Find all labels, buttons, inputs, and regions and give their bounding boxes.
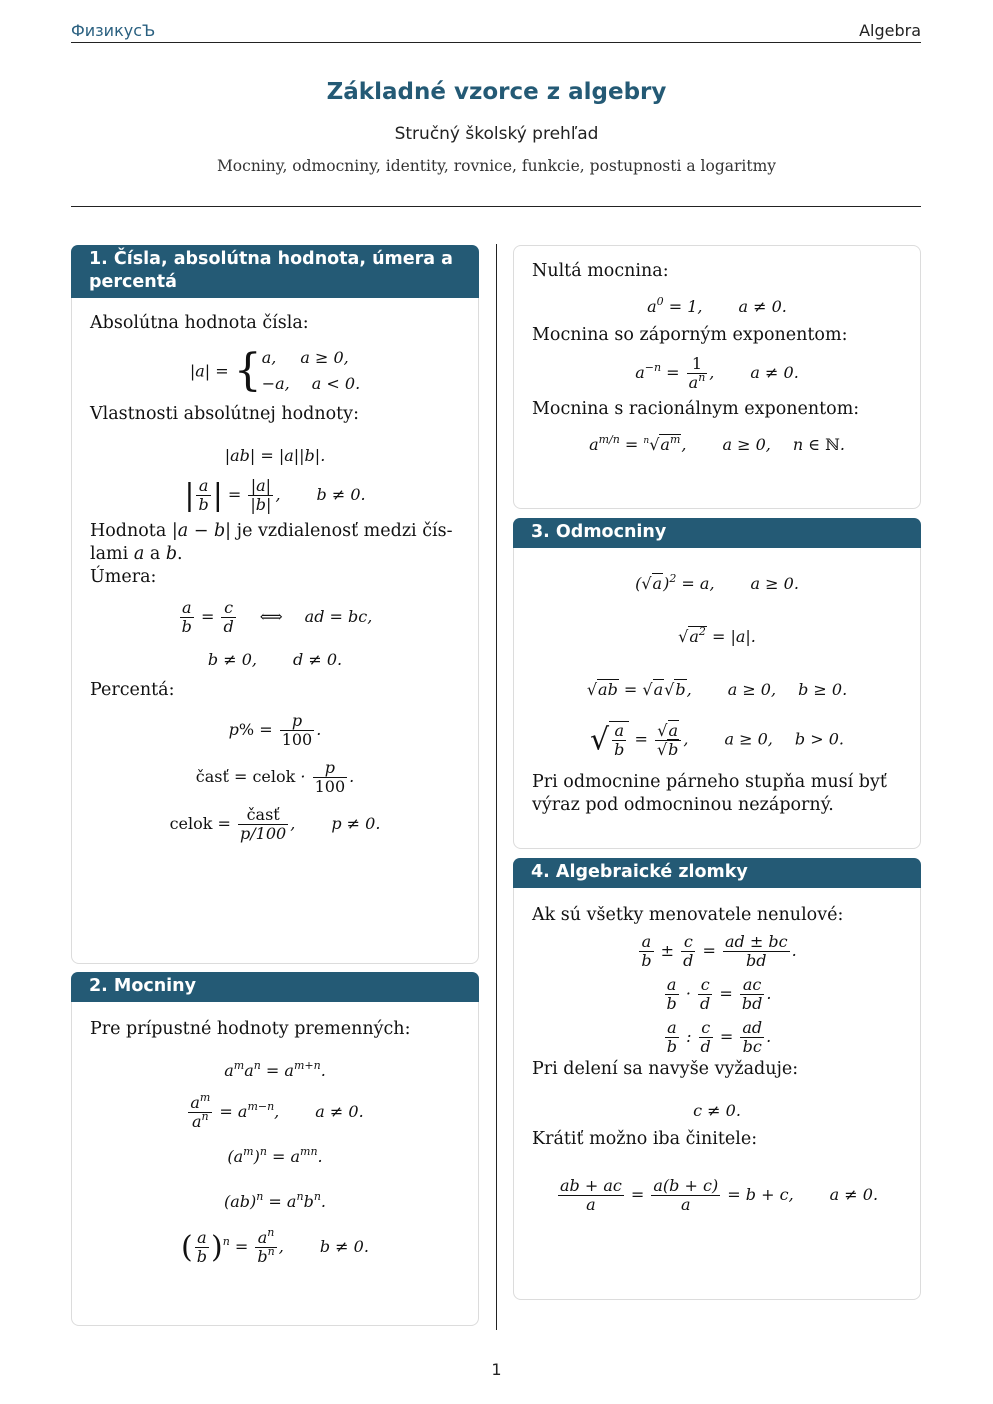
document-description: Mocniny, odmocniny, identity, rovnice, funkcie, postupnosti a logaritmy xyxy=(216,157,777,175)
document-title: Základné vzorce z algebry xyxy=(326,79,667,105)
text-permissible-values: Pre prípustné hodnoty premenných: xyxy=(90,1019,411,1039)
brand-name: ФизикусЪ xyxy=(71,21,156,40)
formula-fraction-sum: $\frac{a}{b}$ ± $\frac{c}{d}$ = $\frac{ad \pm bc}{bd}$ . xyxy=(641,932,797,970)
section-card-numbers xyxy=(71,245,479,964)
text-absolute-value: Absolútna hodnota čísla: xyxy=(90,313,309,333)
text-cancel-factors: Krátiť možno iba činitele: xyxy=(532,1129,758,1149)
page-header xyxy=(71,18,921,43)
text-nonzero-denominators: Ak sú všetky menovatele nenulové: xyxy=(532,905,844,925)
column-divider xyxy=(496,244,497,1330)
formula-power-product: $a^ma^n = a^{m+n}$. xyxy=(224,1059,326,1080)
formula-root-quotient: √ $\frac{a}{b}$ = $\frac{√a}{√b}$ , a ≥ 0, b > 0. xyxy=(590,720,844,759)
formula-power-quotient: $\frac{a^m}{a^n}$ = $a^{m-n}$, a ≠ 0. xyxy=(190,1091,364,1131)
section-card-algebraic-fractions xyxy=(513,858,921,1300)
formula-abs-quotient: | $\frac{a}{b}$ | = $\frac{|a|}{|b|}$ , b ≠ 0. xyxy=(184,476,366,514)
formula-root-product: √ab = √a√b, a ≥ 0, b ≥ 0. xyxy=(586,680,848,699)
text-even-root-note: Pri odmocnine párneho stupňa musí byť výraz pod odmocninou nezáporný. xyxy=(532,772,887,815)
text-zero-power: Nultá mocnina: xyxy=(532,261,669,281)
text-absolute-value-properties: Vlastnosti absolútnej hodnoty: xyxy=(90,404,359,424)
formula-negative-exponent: $a^{-n}$ = $\frac{1}{a^n}$ , a ≠ 0. xyxy=(635,354,799,392)
formula-percent: p% = $\frac{p}{100}$ . xyxy=(228,711,322,749)
section-heading: 4. Algebraické zlomky xyxy=(513,858,921,888)
text-proportion: Úmera: xyxy=(90,567,157,587)
page-number: 1 xyxy=(491,1360,502,1379)
formula-whole: celok = $\frac{\text{časť}}{p/100}$ , p ≠ 0. xyxy=(169,805,381,843)
section-heading: 2. Mocniny xyxy=(71,972,479,1002)
section-heading: 3. Odmocniny xyxy=(513,518,921,548)
formula-power-of-power: $(a^m)^n = a^{mn}$. xyxy=(227,1145,323,1166)
formula-power-of-quotient: ( $\frac{a}{b}$ )$^n$ = $\frac{a^n}{b^n}$ , b ≠ 0. xyxy=(181,1226,369,1266)
formula-cancel-factors: $\frac{ab + ac}{a}$ = $\frac{a(b + c)}{a}$ = b + c, a ≠ 0. xyxy=(559,1176,879,1214)
formula-part: časť = celok · $\frac{p}{100}$ . xyxy=(195,758,355,796)
header-topic: Algebra xyxy=(859,21,921,40)
formula-fraction-division: $\frac{a}{b}$ : $\frac{c}{d}$ = $\frac{ad}{bc}$ . xyxy=(666,1018,772,1056)
formula-square-of-root: $(√a)^2 = a$, a ≥ 0. xyxy=(635,572,799,593)
formula-rational-exponent: $a^{m/n} = ^n√a^m$, a ≥ 0, n ∈ ℕ. xyxy=(589,433,845,454)
formula-zero-power: $a^0 = 1$, a ≠ 0. xyxy=(647,295,787,316)
text-distance: Hodnota |a − b| je vzdialenosť medzi čís-lami a a b. xyxy=(90,521,453,564)
formula-proportion-condition: b ≠ 0, d ≠ 0. xyxy=(207,650,343,669)
formula-absolute-value-definition: |a| = {a, a ≥ 0, −a, a < 0. xyxy=(189,345,361,396)
formula-proportion: $\frac{a}{b}$ = $\frac{c}{d}$ ⟺ ad = bc, xyxy=(181,598,373,636)
text-rational-exponent: Mocnina s racionálnym exponentom: xyxy=(532,399,860,419)
section-card-powers xyxy=(71,972,479,1326)
formula-abs-product: |ab| = |a||b|. xyxy=(224,446,326,465)
document-subtitle: Stručný školský prehľad xyxy=(394,124,599,144)
formula-division-condition: c ≠ 0. xyxy=(693,1101,741,1120)
text-percent: Percentá: xyxy=(90,680,175,700)
title-divider xyxy=(71,206,921,207)
formula-fraction-product: $\frac{a}{b}$ · $\frac{c}{d}$ = $\frac{ac}{bd}$ . xyxy=(666,975,772,1013)
formula-root-of-square: $√a^2 = |a|$. xyxy=(678,625,756,646)
text-division-requirement: Pri delení sa navyše vyžaduje: xyxy=(532,1059,799,1079)
text-negative-exponent: Mocnina so záporným exponentom: xyxy=(532,325,848,345)
formula-power-of-product: $(ab)^n = a^nb^n$. xyxy=(223,1190,326,1211)
section-card-powers-continued xyxy=(513,245,921,509)
section-card-roots xyxy=(513,518,921,849)
section-heading: 1. Čísla, absolútna hodnota, úmera a percentá xyxy=(71,245,479,298)
